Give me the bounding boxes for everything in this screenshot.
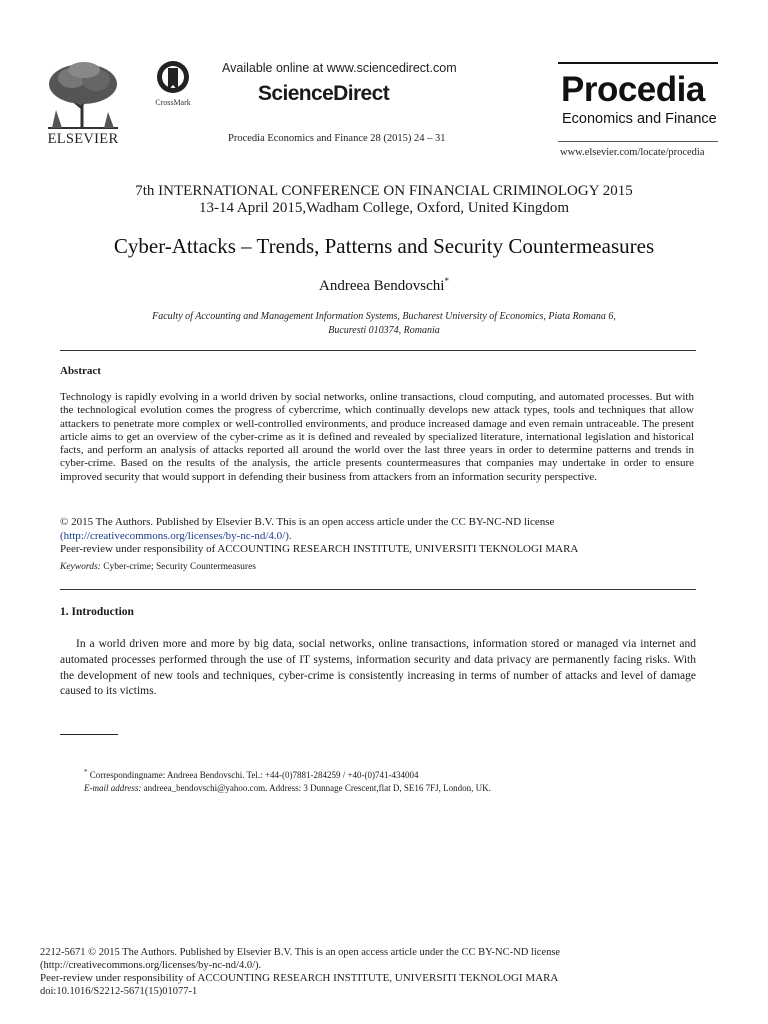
procedia-subtitle: Economics and Finance bbox=[562, 111, 717, 127]
license-block bbox=[60, 516, 700, 557]
procedia-title: Procedia bbox=[561, 70, 705, 109]
footnote-line-1: Correspondingname: Andreea Bendovschi. Tel.: +44-(0)7881-284259 / +40-(0)741-434004 bbox=[89, 770, 419, 780]
license-link[interactable]: (http://creativecommons.org/licenses/by-nc-nd/4.0/). bbox=[60, 529, 292, 542]
keywords bbox=[60, 562, 256, 572]
introduction-heading: 1. Introduction bbox=[60, 606, 134, 618]
elsevier-wordmark: ELSEVIER bbox=[47, 131, 119, 147]
abstract-text: Technology is rapidly evolving in a world driven by social networks, online transactions, cloud computing, and automated processes. But with the technological evolution comes the progress of cybercrime, which continually develops new attack types, tools and techniques that allow attackers to penetrate more complex or well-controlled environments, and produce increased damage and even remain untraceable. The present article aims to get an overview of the cyber-crime as it is defined and revealed by specialized literature, international legislation and historical facts, and perform an analysis of attacks reported all around the world over the last three years in order to determine patterns and trends in cyber-crime. Based on the results of the analysis, the article presents countermeasures that companies may undertake in order to ensure improved security that would support in defending their business from attackers from an information security perspective. bbox=[60, 391, 694, 483]
divider-bottom bbox=[60, 589, 696, 590]
footnote-email-label: E-mail address: bbox=[84, 782, 142, 793]
journal-citation: Procedia Economics and Finance 28 (2015) 24 – 31 bbox=[228, 133, 446, 144]
crossmark-badge[interactable] bbox=[150, 60, 196, 112]
elsevier-logo bbox=[40, 60, 126, 148]
article-title: Cyber-Attacks – Trends, Patterns and Security Countermeasures bbox=[113, 234, 655, 258]
footnote bbox=[84, 766, 704, 794]
license-line-1: © 2015 The Authors. Published by Elsevier B.V. This is an open access article under the CC BY-NC-ND license bbox=[60, 516, 555, 528]
footnote-mark: * bbox=[84, 768, 88, 776]
author-name: Andreea Bendovschi bbox=[319, 278, 445, 294]
page-footer bbox=[40, 946, 730, 998]
footer-doi[interactable]: doi:10.1016/S2212-5671(15)01077-1 bbox=[40, 986, 198, 997]
available-online-text: Available online at www.sciencedirect.com bbox=[222, 61, 457, 75]
footer-line-1: 2212-5671 © 2015 The Authors. Published by Elsevier B.V. This is an open access article under the CC BY-NC-ND license bbox=[40, 947, 561, 958]
author-footnote-mark[interactable]: * bbox=[444, 276, 449, 286]
affiliation bbox=[80, 310, 688, 338]
keywords-label: Keywords: bbox=[60, 562, 101, 572]
affiliation-line-1: Faculty of Accounting and Management Information Systems, Bucharest University of Economics, Piata Romana 6, bbox=[152, 311, 616, 322]
conference-line-1: 7th INTERNATIONAL CONFERENCE ON FINANCIAL CRIMINOLOGY 2015 bbox=[135, 183, 633, 199]
crossmark-icon bbox=[156, 60, 190, 96]
keywords-values: Cyber-crime; Security Countermeasures bbox=[103, 562, 257, 572]
author-line bbox=[60, 276, 708, 295]
sciencedirect-brand[interactable]: ScienceDirect bbox=[258, 82, 390, 105]
elsevier-tree-icon bbox=[42, 60, 124, 130]
procedia-top-rule bbox=[558, 62, 718, 64]
divider-top bbox=[60, 350, 696, 351]
procedia-url-link[interactable]: www.elsevier.com/locate/procedia bbox=[560, 147, 705, 158]
conference-line-2: 13-14 April 2015,Wadham College, Oxford, United Kingdom bbox=[199, 200, 569, 216]
crossmark-label: CrossMark bbox=[155, 98, 191, 107]
footer-line-3: Peer-review under responsibility of ACCOUNTING RESEARCH INSTITUTE, UNIVERSITI TEKNOLOGI MARA bbox=[40, 972, 559, 984]
license-line-3: Peer-review under responsibility of ACCOUNTING RESEARCH INSTITUTE, UNIVERSITI TEKNOLOGI MARA bbox=[60, 543, 579, 555]
abstract-heading: Abstract bbox=[60, 365, 101, 377]
footnote-line-2: andreea_bendovschi@yahoo.com. Address: 3 Dunnage Crescent,flat D, SE16 7FJ, London, UK. bbox=[143, 782, 491, 793]
affiliation-line-2: Bucuresti 010374, Romania bbox=[328, 325, 440, 336]
procedia-bottom-rule bbox=[558, 141, 718, 142]
footnote-rule bbox=[60, 734, 118, 735]
conference-info bbox=[60, 183, 708, 217]
footer-line-2[interactable]: (http://creativecommons.org/licenses/by-nc-nd/4.0/). bbox=[40, 960, 262, 971]
introduction-text: In a world driven more and more by big data, social networks, online transactions, information stored or managed via internet and automated processes performed through the use of IT systems, information security and data privacy are permanently facing risks. With the development of new tools and techniques, cyber-crime is consistently increasing in terms of number of attacks and level of damage caused to its victims. bbox=[60, 638, 696, 698]
